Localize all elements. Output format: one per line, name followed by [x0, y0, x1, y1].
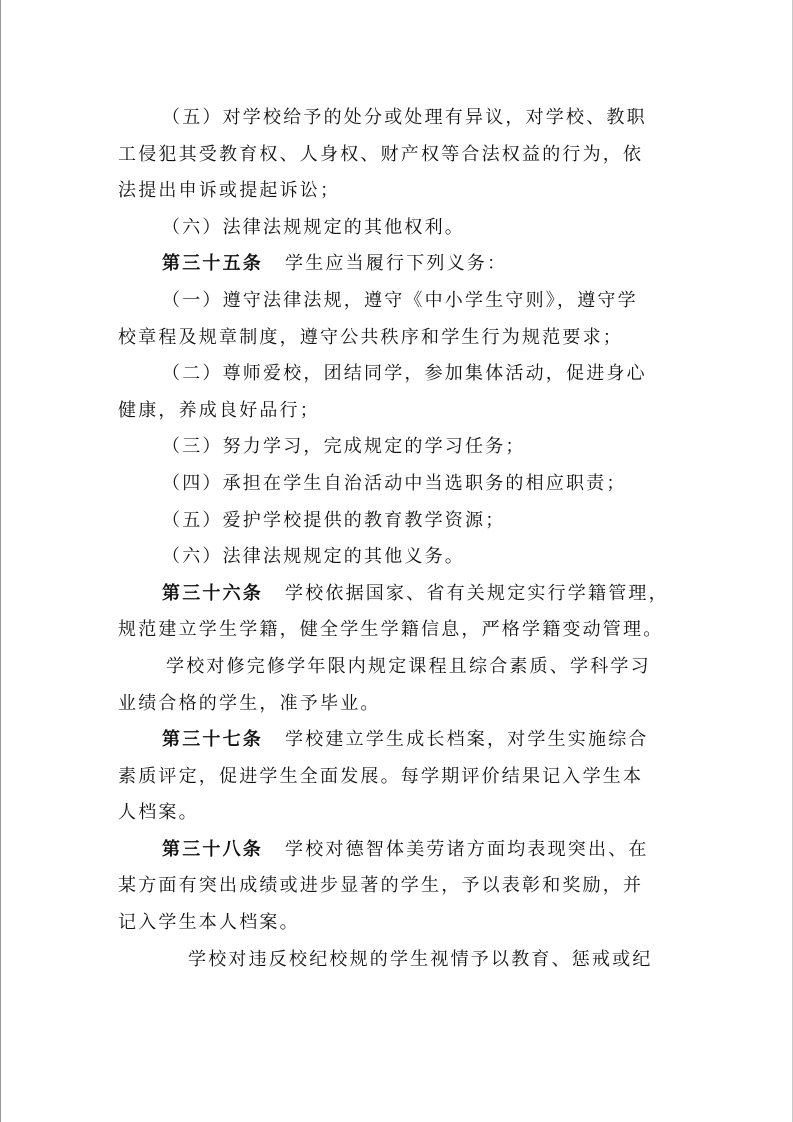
article-35-heading: 第三十五条 [162, 253, 263, 275]
text-line: （一）遵守法律法规，遵守《中小学生守则》，遵守学 [162, 289, 638, 311]
text-line: 学校对修完修学年限内规定课程且综合素质、学科学习 [166, 655, 651, 677]
text-line: 人档案。 [118, 802, 199, 824]
text-line: 某方面有突出成绩或进步显著的学生，予以表彰和奖励，并 [118, 875, 644, 897]
text-line: 工侵犯其受教育权、人身权、财产权等合法权益的行为，依 [118, 143, 644, 165]
page-left-edge [0, 0, 1, 1122]
text-line: （四）承担在学生自治活动中当选职务的相应职责； [162, 472, 627, 494]
text-line: 法提出申诉或提起诉讼； [118, 180, 341, 202]
text-line: （六）法律法规规定的其他义务。 [162, 546, 465, 568]
article-37-line [118, 722, 684, 759]
text-line: （二）尊师爱校，团结同学，参加集体活动，促进身心 [162, 363, 647, 385]
text-line: 学校对违反校纪校规的学生视情予以教育、惩戒或纪 [188, 948, 653, 970]
text-line: （五）对学校给予的处分或处理有异议，对学校、教职 [162, 107, 647, 128]
article-36-heading: 第三十六条 [162, 582, 263, 604]
article-38-heading: 第三十八条 [162, 838, 263, 860]
text-line: 健康，养成良好品行； [118, 399, 320, 421]
article-37-text: 学校建立学生成长档案，对学生实施综合 [285, 729, 649, 751]
article-37-heading: 第三十七条 [162, 729, 263, 751]
article-36-line [118, 576, 684, 613]
text-line: 业绩合格的学生，准予毕业。 [118, 692, 381, 714]
text-line: （三）努力学习，完成规定的学习任务； [162, 436, 526, 458]
text-line: 规范建立学生学籍，健全学生学籍信息，严格学籍变动管理。 [118, 619, 664, 641]
text-line: （六）法律法规规定的其他权利。 [162, 216, 465, 238]
text-line: （五）爱护学校提供的教育教学资源； [162, 509, 506, 531]
text-line: 素质评定，促进学生全面发展。每学期评价结果记入学生本 [118, 765, 644, 787]
text-line: 校章程及规章制度，遵守公共秩序和学生行为规范要求； [118, 326, 623, 348]
article-36-text: 学校依据国家、省有关规定实行学籍管理， [285, 582, 669, 604]
text-line: 记入学生本人档案。 [118, 912, 300, 934]
article-38-text: 学校对德智体美劳诸方面均表现突出、在 [285, 838, 649, 860]
article-35-line [118, 246, 684, 283]
article-35-text: 学生应当履行下列义务： [285, 253, 508, 275]
article-38-line [118, 832, 684, 869]
document-body [118, 100, 684, 978]
